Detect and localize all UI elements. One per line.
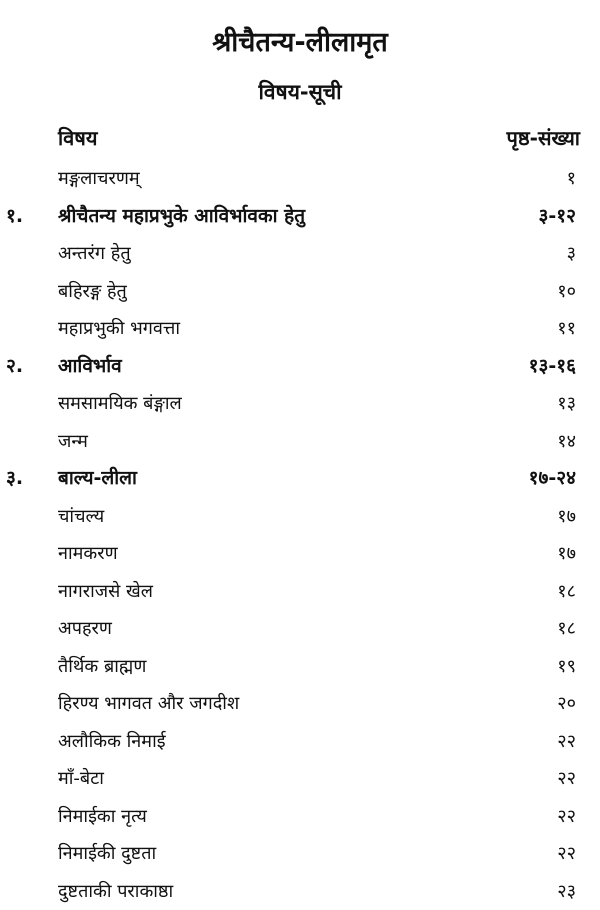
chapter-number: २. (6, 354, 24, 377)
entry-title: मङ्गलाचरणम् (58, 168, 140, 189)
entry-title: नागराजसे खेल (58, 580, 153, 602)
toc-entry-row (0, 648, 600, 686)
entry-page-number: १७ (557, 543, 576, 564)
entry-title: अन्तरंग हेतु (58, 243, 131, 264)
toc-chapter-row (0, 348, 600, 386)
entry-page-number: १० (557, 280, 576, 302)
entry-page-number: १७-२४ (528, 467, 576, 489)
subject-column-header: विषय (58, 126, 98, 150)
entry-page-number: ३ (566, 243, 576, 264)
toc-entry-row (0, 235, 600, 273)
toc-entry-row (0, 573, 600, 611)
entry-title: निमाईकी दुष्टता (58, 843, 157, 864)
toc-chapter-row (0, 198, 600, 236)
toc-entry-row (0, 310, 600, 348)
entry-title: हिरण्य भागवत और जगदीश (58, 693, 240, 714)
toc-entry-row (0, 760, 600, 798)
toc-entry-row (0, 423, 600, 461)
toc-entry-row (0, 385, 600, 423)
book-title: श्रीचैतन्य-लीलामृत (212, 27, 388, 58)
entry-page-number: ११ (557, 318, 576, 339)
entry-title: बाल्य-लीला (58, 467, 137, 489)
toc-entry-row (0, 873, 600, 910)
entry-title: जन्म (58, 430, 88, 452)
entry-page-number: १९ (557, 655, 576, 677)
entry-page-number: २३ (557, 880, 576, 902)
chapter-number: १. (6, 204, 24, 227)
entry-page-number: १ (566, 168, 576, 189)
entry-page-number: १८ (557, 580, 576, 602)
entry-page-number: १३-१६ (528, 354, 576, 377)
chapter-number: ३. (6, 467, 24, 489)
toc-entry-row (0, 535, 600, 573)
toc-heading: विषय-सूची (258, 80, 342, 104)
entry-title: माँ-बेटा (58, 768, 104, 789)
entry-title: आविर्भाव (58, 354, 122, 377)
entry-title: अलौकिक निमाई (58, 730, 166, 752)
entry-page-number: २० (557, 693, 576, 714)
entry-title: तैर्थिक ब्राह्मण (58, 655, 147, 677)
entry-title: चांचल्य (58, 505, 105, 527)
entry-page-number: १७ (557, 505, 576, 527)
entry-title: निमाईका नृत्य (58, 805, 147, 827)
entry-page-number: ३-१२ (538, 204, 576, 227)
entry-title: महाप्रभुकी भगवत्ता (58, 318, 180, 339)
toc-entry-row (0, 798, 600, 836)
toc-entry-row (0, 835, 600, 873)
entry-page-number: १८ (557, 618, 576, 639)
toc-entry-row (0, 160, 600, 198)
entry-page-number: १३ (557, 393, 576, 414)
toc-entry-row (0, 498, 600, 536)
toc-chapter-row (0, 460, 600, 498)
entry-title: दुष्टताकी पराकाष्ठा (58, 880, 174, 902)
entry-title: नामकरण (58, 543, 118, 564)
entry-title: श्रीचैतन्य महाप्रभुके आविर्भावका हेतु (58, 204, 306, 227)
entry-title: अपहरण (58, 618, 112, 639)
toc-entry-row (0, 685, 600, 723)
entry-page-number: २२ (557, 805, 576, 827)
entry-page-number: २२ (557, 843, 576, 864)
entry-title: बहिरङ्ग हेतु (58, 280, 127, 302)
page-column-header: पृष्ठ-संख्या (506, 126, 580, 150)
entry-page-number: २२ (557, 768, 576, 789)
entry-page-number: १४ (557, 430, 576, 452)
toc-entry-row (0, 723, 600, 761)
toc-entry-row (0, 273, 600, 311)
entry-title: समसामयिक बंङ्गाल (58, 393, 182, 414)
toc-entry-row (0, 610, 600, 648)
toc-list (0, 160, 600, 910)
entry-page-number: २२ (557, 730, 576, 752)
